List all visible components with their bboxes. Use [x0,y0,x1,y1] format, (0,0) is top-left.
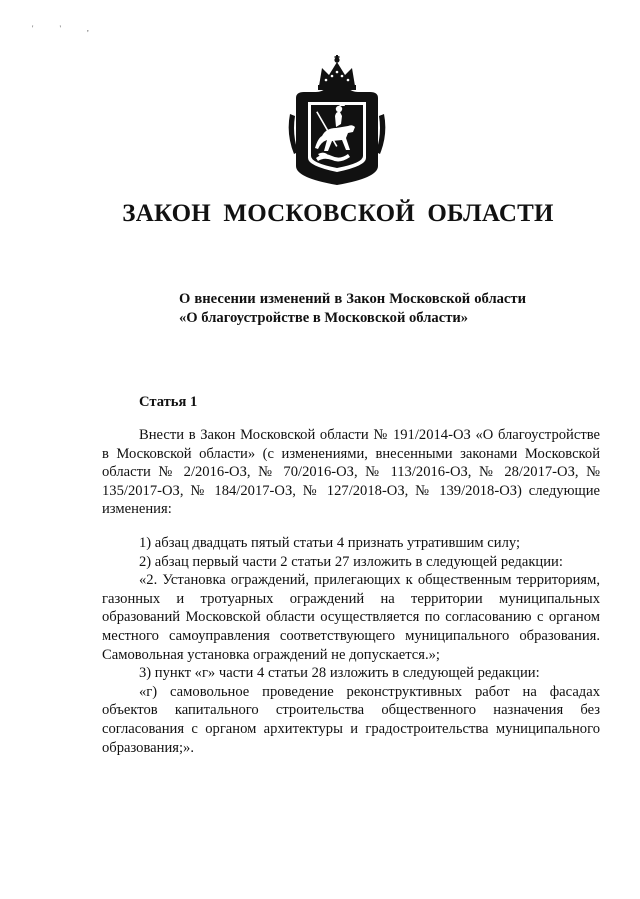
law-title: ЗАКОН МОСКОВСКОЙ ОБЛАСТИ [122,200,554,227]
quoted-amendment: «г) самовольное проведение реконструктивных работ на фасадах объектов капитального строительства общественного назначения без согласования с органом архитектуры и градостроительства муниципального образования;». [102,683,600,756]
intro-paragraph: Внести в Закон Московской области № 191/2014-ОЗ «О благоустройстве в Московской области» (с изменениями, внесенными законами Московской области № 2/2016-ОЗ, № 70/2016-ОЗ, № 113/2016-ОЗ, № 28/2017-ОЗ, № 135/2017-ОЗ, № 184/2017-ОЗ, № 127/2018-ОЗ, № 139/2018-ОЗ) следующие изменения: [102,427,600,518]
list-item: 3) пункт «г» части 4 статьи 28 изложить в следующей редакции: [139,665,540,682]
article-heading: Статья 1 [139,394,198,410]
article-body [102,426,600,757]
moscow-oblast-coat-of-arms-icon [282,54,392,186]
scan-marks: ' ' , [32,24,101,33]
list-item: 1) абзац двадцать пятый статьи 4 признать утратившим силу; [139,534,521,551]
law-subtitle: О внесении изменений в Закон Московской области «О благоустройстве в Московской области» [179,291,526,326]
list-item: 2) абзац первый части 2 статьи 27 изложить в следующей редакции: [139,553,563,570]
quoted-amendment: «2. Установка ограждений, прилегающих к общественным территориям, газонных и тротуарных ограждений на территории муниципальных образований Московской области осуществляется по согласованию с органом местного самоуправления соответствующего муниципального образования. Самовольная установка ограждений не допускается.»; [102,572,600,663]
